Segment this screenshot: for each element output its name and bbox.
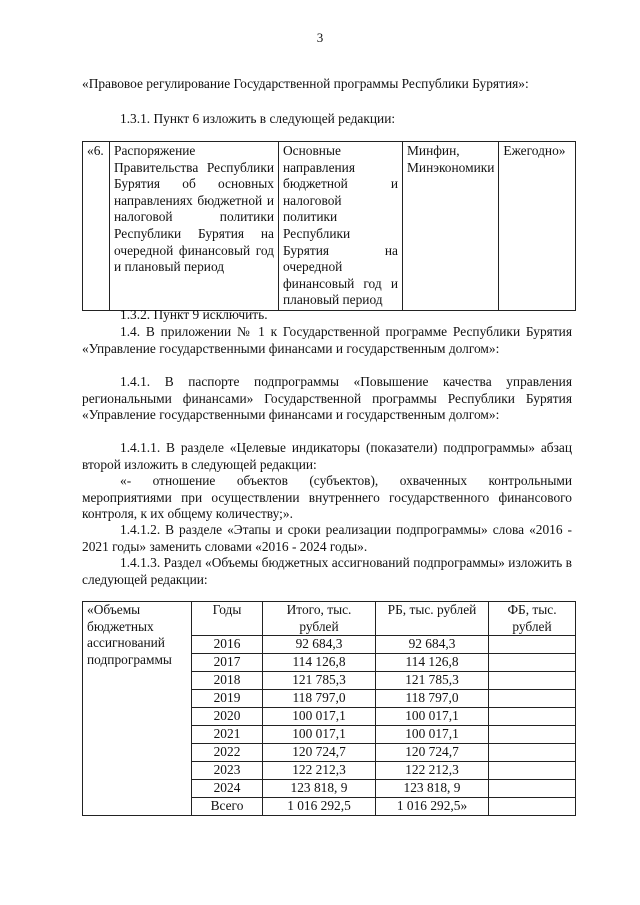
table-row [83,142,576,311]
paragraph-1-4: 1.4. В приложении № 1 к Государственной программе Республики Бурятия «Управление государственными финансами и государственным долгом»: [82,324,572,356]
header-total: Итого, тыс. рублей [263,602,376,636]
total-cell: 114 126,8 [263,654,376,672]
allocations-label-cell: «Объемы бюджетных ассигнований подпрограммы [83,602,192,816]
content-cell: Основные направления бюджетной и налоговой политики Республики Бурятия на очередной финансовый год и плановый период [279,142,403,311]
budget-allocations-table [82,601,576,816]
year-cell: 2024 [192,780,263,798]
rb-cell: 120 724,7 [376,744,489,762]
page-number: 3 [316,30,324,45]
item-number-cell: «6. [83,142,110,311]
paragraph-1-4-1: 1.4.1. В паспорте подпрограммы «Повышение качества управления региональными финансами» Государственной программы Республики Бурятия «Управление государственными финансами и государственным долгом»: [82,374,572,423]
paragraph-indicator-text: «- отношение объектов (субъектов), охваченных контрольными мероприятиями при осуществлении внутреннего государственного финансового контроля, к их общему количеству;». [82,473,572,522]
total-cell: 120 724,7 [263,744,376,762]
rb-cell: 121 785,3 [376,672,489,690]
rb-cell: 1 016 292,5» [376,798,489,816]
header-years: Годы [192,602,263,636]
year-cell: 2020 [192,708,263,726]
fb-cell [489,780,576,798]
fb-cell [489,726,576,744]
document-name-cell: Распоряжение Правительства Республики Бурятия об основных направлениях бюджетной и налоговой политики Республики Бурятия на очередной финансовый год и плановый период [110,142,279,311]
rb-cell: 114 126,8 [376,654,489,672]
rb-cell: 122 212,3 [376,762,489,780]
total-cell: 100 017,1 [263,726,376,744]
year-cell: 2017 [192,654,263,672]
paragraph-legal-regulation: «Правовое регулирование Государственной программы Республики Бурятия»: [82,76,529,91]
total-cell: 122 212,3 [263,762,376,780]
year-cell: 2022 [192,744,263,762]
paragraph-1-3-1: 1.3.1. Пункт 6 изложить в следующей редакции: [120,111,396,126]
paragraph-1-3-2: 1.3.2. Пункт 9 исключить. [120,307,268,322]
year-cell: 2018 [192,672,263,690]
year-cell: 2019 [192,690,263,708]
fb-cell [489,708,576,726]
fb-cell [489,672,576,690]
total-cell: 92 684,3 [263,636,376,654]
rb-cell: 100 017,1 [376,708,489,726]
total-cell: 121 785,3 [263,672,376,690]
fb-cell [489,744,576,762]
frequency-cell: Ежегодно» [499,142,576,311]
header-fb: ФБ, тыс. рублей [489,602,576,636]
total-cell: 100 017,1 [263,708,376,726]
responsible-cell: Минфин, Минэкономики [403,142,499,311]
total-cell: 1 016 292,5 [263,798,376,816]
rb-cell: 118 797,0 [376,690,489,708]
table-header-row [83,602,576,636]
fb-cell [489,636,576,654]
rb-cell: 92 684,3 [376,636,489,654]
rb-cell: 100 017,1 [376,726,489,744]
paragraph-1-4-1-1: 1.4.1.1. В разделе «Целевые индикаторы (показатели) подпрограммы» абзац второй изложить в следующей редакции: [82,440,572,472]
total-cell: 118 797,0 [263,690,376,708]
year-cell: 2016 [192,636,263,654]
year-cell: Всего [192,798,263,816]
rb-cell: 123 818, 9 [376,780,489,798]
fb-cell [489,762,576,780]
paragraph-1-4-1-2: 1.4.1.2. В разделе «Этапы и сроки реализации подпрограммы» слова «2016 - 2021 годы» заменить словами «2016 - 2024 годы». [82,522,572,554]
fb-cell [489,690,576,708]
fb-cell [489,654,576,672]
fb-cell [489,798,576,816]
amendment-table-item-6 [82,141,576,311]
total-cell: 123 818, 9 [263,780,376,798]
paragraph-1-4-1-3: 1.4.1.3. Раздел «Объемы бюджетных ассигнований подпрограммы» изложить в следующей редакции: [82,555,572,587]
year-cell: 2023 [192,762,263,780]
year-cell: 2021 [192,726,263,744]
header-rb: РБ, тыс. рублей [376,602,489,636]
